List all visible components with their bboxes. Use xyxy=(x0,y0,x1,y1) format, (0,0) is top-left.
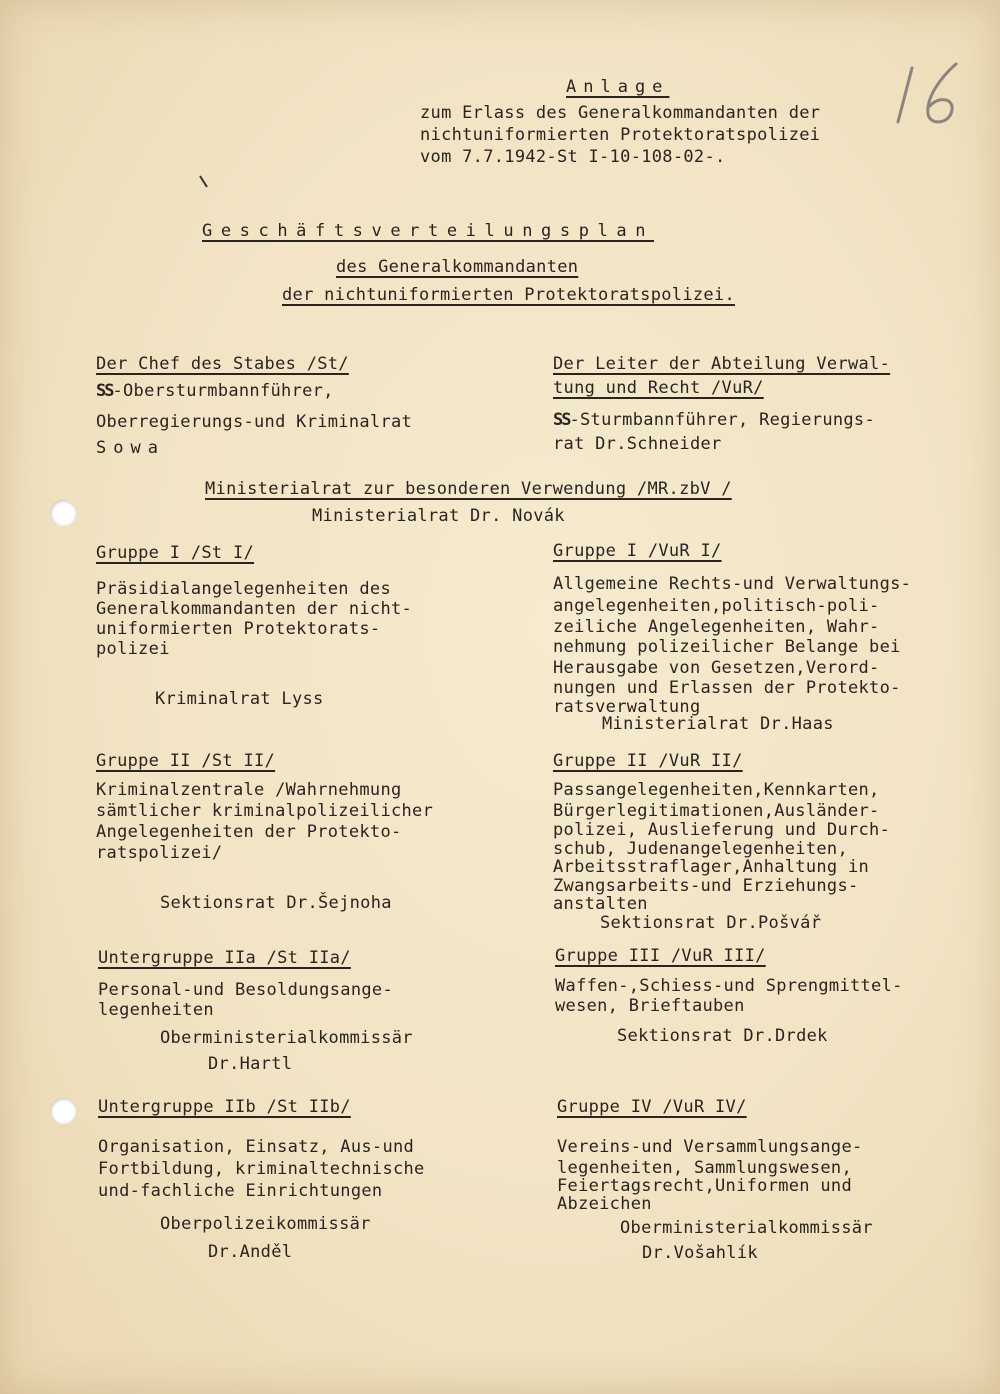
admin-rank-text: -Sturmbannführer, Regierungs- xyxy=(569,410,875,430)
group-line: schub, Judenangelegenheiten, xyxy=(553,839,848,859)
group-official: Ministerialrat Dr.Haas xyxy=(602,714,834,734)
group-line: Organisation, Einsatz, Aus-und xyxy=(98,1137,415,1157)
group-line: Arbeitsstraflager,Anhaltung in xyxy=(553,857,870,877)
group-heading: Untergruppe IIa /St IIa/ xyxy=(98,948,351,968)
group-line: polizei xyxy=(96,639,170,659)
group-official: Dr.Vošahlík xyxy=(642,1243,758,1263)
group-line: nungen und Erlassen der Protekto- xyxy=(553,678,901,698)
stray-mark xyxy=(198,174,210,190)
plan-title: Geschäftsverteilungsplan xyxy=(202,221,655,241)
group-line: ratsverwaltung xyxy=(553,697,701,717)
group-heading: Gruppe II /St II/ xyxy=(96,751,276,771)
group-line: Abzeichen xyxy=(557,1194,652,1214)
group-line: Passangelegenheiten,Kennkarten, xyxy=(553,780,880,800)
group-line: Feiertagsrecht,Uniformen und xyxy=(557,1176,852,1196)
group-line: Kriminalzentrale /Wahrnehmung xyxy=(96,780,402,800)
group-line: uniformierten Protektorats- xyxy=(96,619,381,639)
group-official: Sektionsrat Dr.Drdek xyxy=(617,1026,828,1046)
group-line: zeiliche Angelegenheiten, Wahr- xyxy=(553,617,880,637)
chief-name: Sowa xyxy=(96,438,165,458)
group-official: Sektionsrat Dr.Šejnoha xyxy=(160,893,392,913)
group-line: Vereins-und Versammlungsange- xyxy=(557,1137,863,1157)
group-heading: Untergruppe IIb /St IIb/ xyxy=(98,1097,351,1117)
group-line: und-fachliche Einrichtungen xyxy=(98,1181,383,1201)
chief-rank xyxy=(96,380,334,402)
group-heading: Gruppe III /VuR III/ xyxy=(555,946,766,966)
ss-rune-icon: SS xyxy=(96,381,113,401)
group-line: Präsidialangelegenheiten des xyxy=(96,579,391,599)
admin-heading-line-1: Der Leiter der Abteilung Verwal- xyxy=(553,354,891,374)
annex-title: Anlage xyxy=(566,77,670,97)
group-line: Fortbildung, kriminaltechnische xyxy=(98,1159,425,1179)
group-official: Oberministerialkommissär xyxy=(160,1028,413,1048)
group-line: angelegenheiten,politisch-poli- xyxy=(553,596,880,616)
chief-rank-text: -Obersturmbannführer, xyxy=(112,381,334,401)
chief-title: Oberregierungs-und Kriminalrat xyxy=(96,412,413,432)
group-official: Kriminalrat Lyss xyxy=(155,689,324,709)
group-line: polizei, Auslieferung und Durch- xyxy=(553,820,891,840)
group-line: Waffen-,Schiess-und Sprengmittel- xyxy=(555,976,903,996)
admin-heading-line-2: tung und Recht /VuR/ xyxy=(553,378,764,398)
group-official: Dr.Hartl xyxy=(208,1054,293,1074)
group-official: Oberministerialkommissär xyxy=(620,1218,873,1238)
ss-rune-icon: SS xyxy=(553,410,570,430)
admin-rank xyxy=(553,409,875,431)
ministerial-heading: Ministerialrat zur besonderen Verwendung /MR.zbV / xyxy=(205,479,732,499)
group-heading: Gruppe II /VuR II/ xyxy=(553,751,743,771)
group-line: wesen, Brieftauben xyxy=(555,996,745,1016)
group-line: nehmung polizeilicher Belange bei xyxy=(553,637,901,657)
chief-heading: Der Chef des Stabes /St/ xyxy=(96,354,349,374)
annex-line-3: vom 7.7.1942-St I-10-108-02-. xyxy=(420,147,726,167)
group-line: Personal-und Besoldungsange- xyxy=(98,980,393,1000)
group-line: legenheiten, Sammlungswesen, xyxy=(557,1158,852,1178)
group-line: ratspolizei/ xyxy=(96,843,223,863)
group-heading: Gruppe IV /VuR IV/ xyxy=(557,1097,747,1117)
group-official: Sektionsrat Dr.Pošvář xyxy=(600,913,822,933)
annex-line-1: zum Erlass des Generalkommandanten der xyxy=(420,103,821,123)
plan-subtitle-1: des Generalkommandanten xyxy=(336,257,579,277)
admin-name: rat Dr.Schneider xyxy=(553,434,722,454)
group-official: Dr.Anděl xyxy=(208,1242,293,1262)
punch-hole-top xyxy=(50,500,76,526)
punch-hole-bottom xyxy=(50,1098,76,1124)
group-line: anstalten xyxy=(553,894,648,914)
group-official: Oberpolizeikommissär xyxy=(160,1214,371,1234)
group-line: Angelegenheiten der Protekto- xyxy=(96,822,402,842)
group-line: Bürgerlegitimationen,Ausländer- xyxy=(553,801,880,821)
plan-subtitle-2: der nichtuniformierten Protektoratspolizei. xyxy=(282,285,735,305)
handwritten-page-number xyxy=(890,60,970,130)
group-line: Allgemeine Rechts-und Verwaltungs- xyxy=(553,574,912,594)
ministerial-name: Ministerialrat Dr. Novák xyxy=(312,506,565,526)
group-line: Zwangsarbeits-und Erziehungs- xyxy=(553,876,859,896)
annex-line-2: nichtuniformierten Protektoratspolizei xyxy=(420,125,821,145)
group-line: legenheiten xyxy=(98,1000,214,1020)
group-line: Herausgabe von Gesetzen,Verord- xyxy=(553,658,880,678)
group-line: sämtlicher kriminalpolizeilicher xyxy=(96,801,434,821)
group-heading: Gruppe I /VuR I/ xyxy=(553,541,722,561)
group-heading: Gruppe I /St I/ xyxy=(96,543,255,563)
group-line: Generalkommandanten der nicht- xyxy=(96,599,413,619)
